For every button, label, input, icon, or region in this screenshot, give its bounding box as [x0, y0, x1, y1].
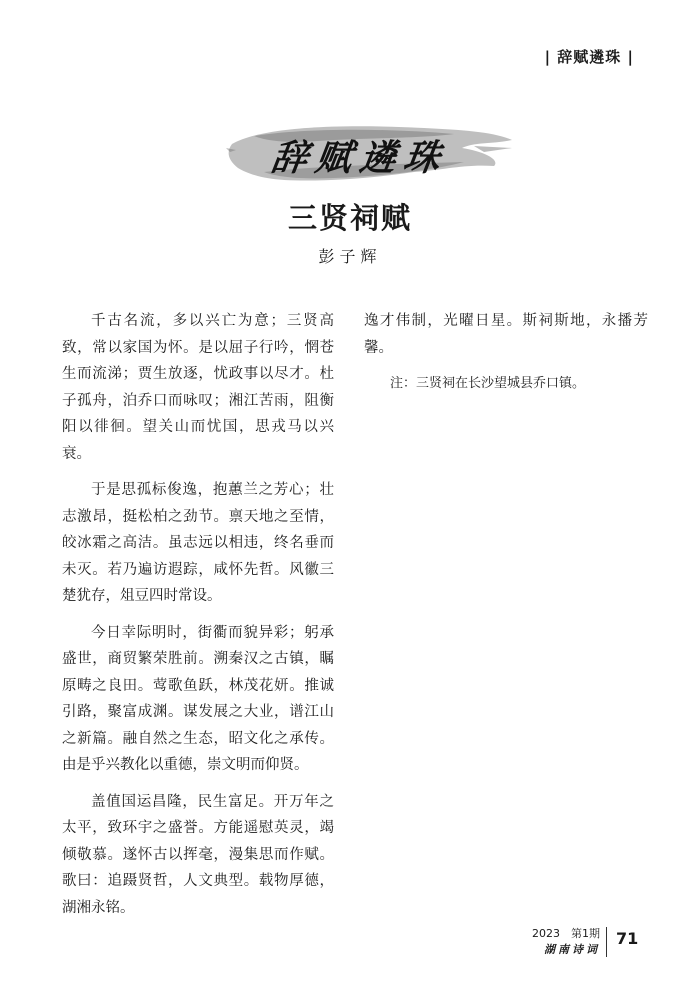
left-column [62, 308, 334, 931]
section-tag: | 辞赋遴珠 | [544, 48, 634, 66]
paragraph: 逸才伟制，光曜日星。斯祠斯地，永播芳馨。 [364, 313, 648, 356]
paragraph: 盖值国运昌隆，民生富足。开万年之太平，致环宇之盛誉。方能遥慰英灵，竭倾敬慕。遂怀古以挥毫，漫集思而作赋。歌曰：追蹑贤哲，人文典型。载物厚德，湖湘永铭。 [62, 793, 334, 916]
article-author: 彭子辉 [318, 247, 382, 266]
issue-label: 2023 第1期 [532, 927, 600, 940]
footer-divider [606, 927, 607, 957]
paragraph: 于是思孤标俊逸，抱蕙兰之芳心；壮志激昂，挺松柏之劲节。禀天地之至情，皎冰霜之高洁。虽志远以相违，终名垂而未灭。若乃遍访遐踪，咸怀先哲。风徽三楚犹存，俎豆四时常设。 [62, 482, 334, 604]
page-footer [520, 925, 660, 965]
magazine-name: 湖南诗词 [544, 943, 600, 956]
section-banner [224, 122, 514, 186]
right-column [364, 308, 648, 408]
page-number: 71 [616, 929, 639, 948]
paragraph: 今日幸际明时，街衢而貌异彩；躬承盛世，商贸繁荣胜前。溯秦汉之古镇，瞩原畴之良田。莺歌鱼跃，林茂花妍。推诚引路，聚富成渊。谋发展之大业，谱江山之新篇。融自然之生态，昭文化之承传。由是乎兴教化以重德，崇文明而仰贤。 [62, 624, 334, 773]
paragraph: 千古名流，多以兴亡为意；三贤高致，常以家国为怀。是以屈子行吟，惘苍生而流涕；贾生放逐，忧政事以尽才。杜子孤舟，泊乔口而咏叹；湘江苦雨，阻衡阳以徘徊。望关山而忧国，思戎马以兴衰。 [62, 313, 334, 462]
footnote: 注：三贤祠在长沙望城县乔口镇。 [390, 376, 586, 391]
banner-title: 辞赋遴珠 [268, 137, 451, 179]
article-title: 三贤祠赋 [287, 201, 412, 235]
